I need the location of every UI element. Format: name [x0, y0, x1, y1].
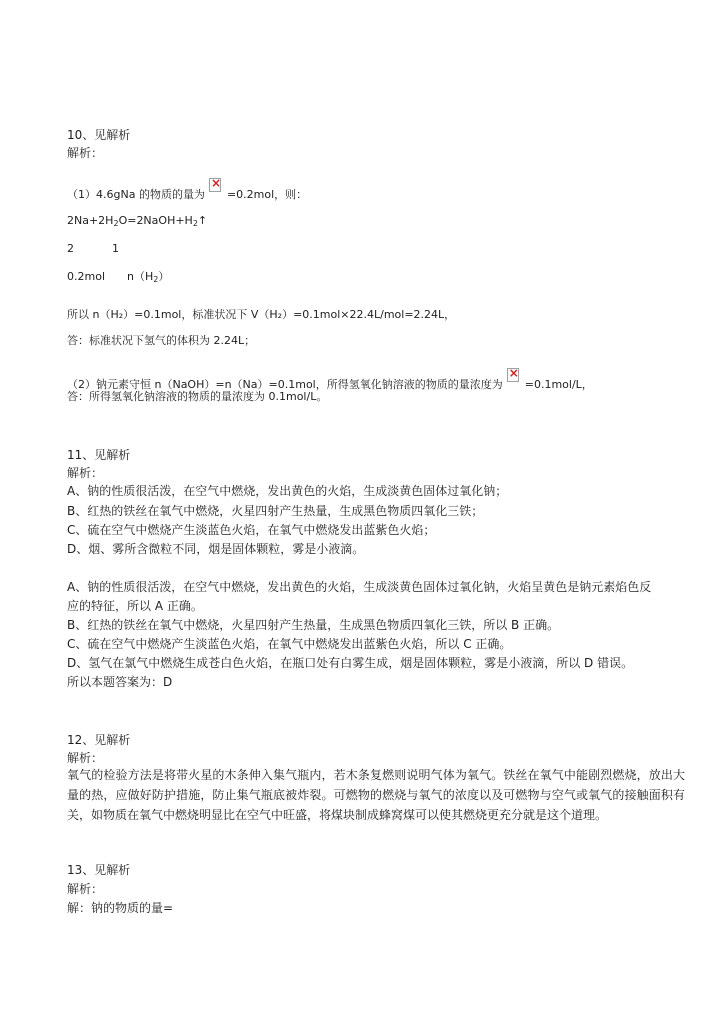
q13-analysis-label: 解析： — [67, 882, 104, 896]
broken-image-icon — [209, 178, 221, 192]
q10-part2-suffix: =0.1mol/L， — [524, 378, 593, 391]
q11-explain-a-line2: 应的特征，所以 A 正确。 — [67, 599, 203, 613]
broken-image-icon — [507, 368, 519, 382]
equation-subscript: 2 — [113, 219, 119, 228]
q10-answer1: 答：标准状况下氢气的体积为 2.24L； — [67, 334, 256, 347]
q10-mol-row — [67, 268, 169, 286]
q11-explain-a-line1: A、钠的性质很活泼，在空气中燃烧，发出黄色的火焰，生成淡黄色固体过氧化钠，火焰呈黄色是钠元素焰色反 — [67, 580, 652, 594]
q10-analysis-label: 解析： — [67, 146, 104, 160]
q11-explain-c: C、硫在空气中燃烧产生淡蓝色火焰，在氧气中燃烧发出蓝紫色火焰，所以 C 正确。 — [67, 637, 512, 651]
q11-option-b: B、红热的铁丝在氧气中燃烧，火星四射产生热量，生成黑色物质四氧化三铁； — [67, 504, 484, 518]
q11-analysis-label: 解析： — [67, 466, 104, 480]
q12-heading: 12、见解析 — [67, 733, 131, 747]
q10-equation — [67, 212, 207, 230]
q10-calculation: 所以 n（H₂）=0.1mol，标准状况下 V（H₂）=0.1mol×22.4L/mol=2.24L， — [67, 308, 456, 321]
mol-b: n（H — [127, 270, 154, 283]
mol-a: 0.2mol — [67, 270, 105, 283]
q10-heading: 10、见解析 — [67, 128, 131, 142]
ratio-a: 2 — [67, 242, 74, 255]
q10-ratio-row — [67, 240, 119, 258]
q11-option-c: C、硫在空气中燃烧产生淡蓝色火焰，在氧气中燃烧发出蓝紫色火焰； — [67, 523, 436, 537]
q12-analysis-label: 解析： — [67, 751, 104, 765]
gas-arrow: ↑ — [197, 214, 208, 227]
equation-part: O=2NaOH+H — [118, 214, 193, 227]
q11-option-a: A、钠的性质很活泼，在空气中燃烧，发出黄色的火焰，生成淡黄色固体过氧化钠； — [67, 484, 508, 498]
q10-part1-suffix: =0.2mol，则： — [226, 188, 308, 201]
q13-line1: 解：钠的物质的量= — [67, 901, 174, 915]
mol-b-close: ） — [158, 270, 170, 283]
ratio-b: 1 — [112, 242, 119, 255]
q11-heading: 11、见解析 — [67, 448, 131, 462]
q10-answer2: 答：所得氢氧化钠溶液的物质的量浓度为 0.1mol/L。 — [67, 390, 328, 403]
q11-option-d: D、烟、雾所含微粒不同，烟是固体颗粒，雾是小液滴。 — [67, 542, 365, 556]
q11-answer: 所以本题答案为：D — [67, 675, 173, 689]
equation-part: 2Na+2H — [67, 214, 114, 227]
q12-body: 氧气的检验方法是将带火星的木条伸入集气瓶内，若木条复燃则说明气体为氧气。铁丝在氧气中能剧烈燃烧，放出大量的热，应做好防护措施，防止集气瓶底被炸裂。可燃物的燃烧与氧气的浓度以及可燃物与空气或氧气的接触面积有关，如物质在氧气中燃烧明显比在空气中旺盛，将煤块制成蜂窝煤可以使其燃烧更充分就是这个道理。 — [67, 768, 685, 822]
q11-explain-b: B、红热的铁丝在氧气中燃烧，火星四射产生热量，生成黑色物质四氧化三铁，所以 B 正确。 — [67, 618, 560, 632]
q13-heading: 13、见解析 — [67, 863, 131, 877]
mol-b-subscript: 2 — [153, 275, 159, 284]
q10-part1 — [67, 178, 307, 204]
q11-explain-d: D、氢气在氯气中燃烧生成苍白色火焰，在瓶口处有白雾生成，烟是固体颗粒，雾是小液滴，所以 D 错误。 — [67, 656, 634, 670]
equation-subscript: 2 — [192, 219, 198, 228]
q10-part2-prefix: （2）钠元素守恒 n（NaOH）=n（Na）=0.1mol，所得氢氧化钠溶液的物质的量浓度为 — [67, 378, 503, 391]
q10-part1-prefix: （1）4.6gNa 的物质的量为 — [67, 188, 205, 201]
